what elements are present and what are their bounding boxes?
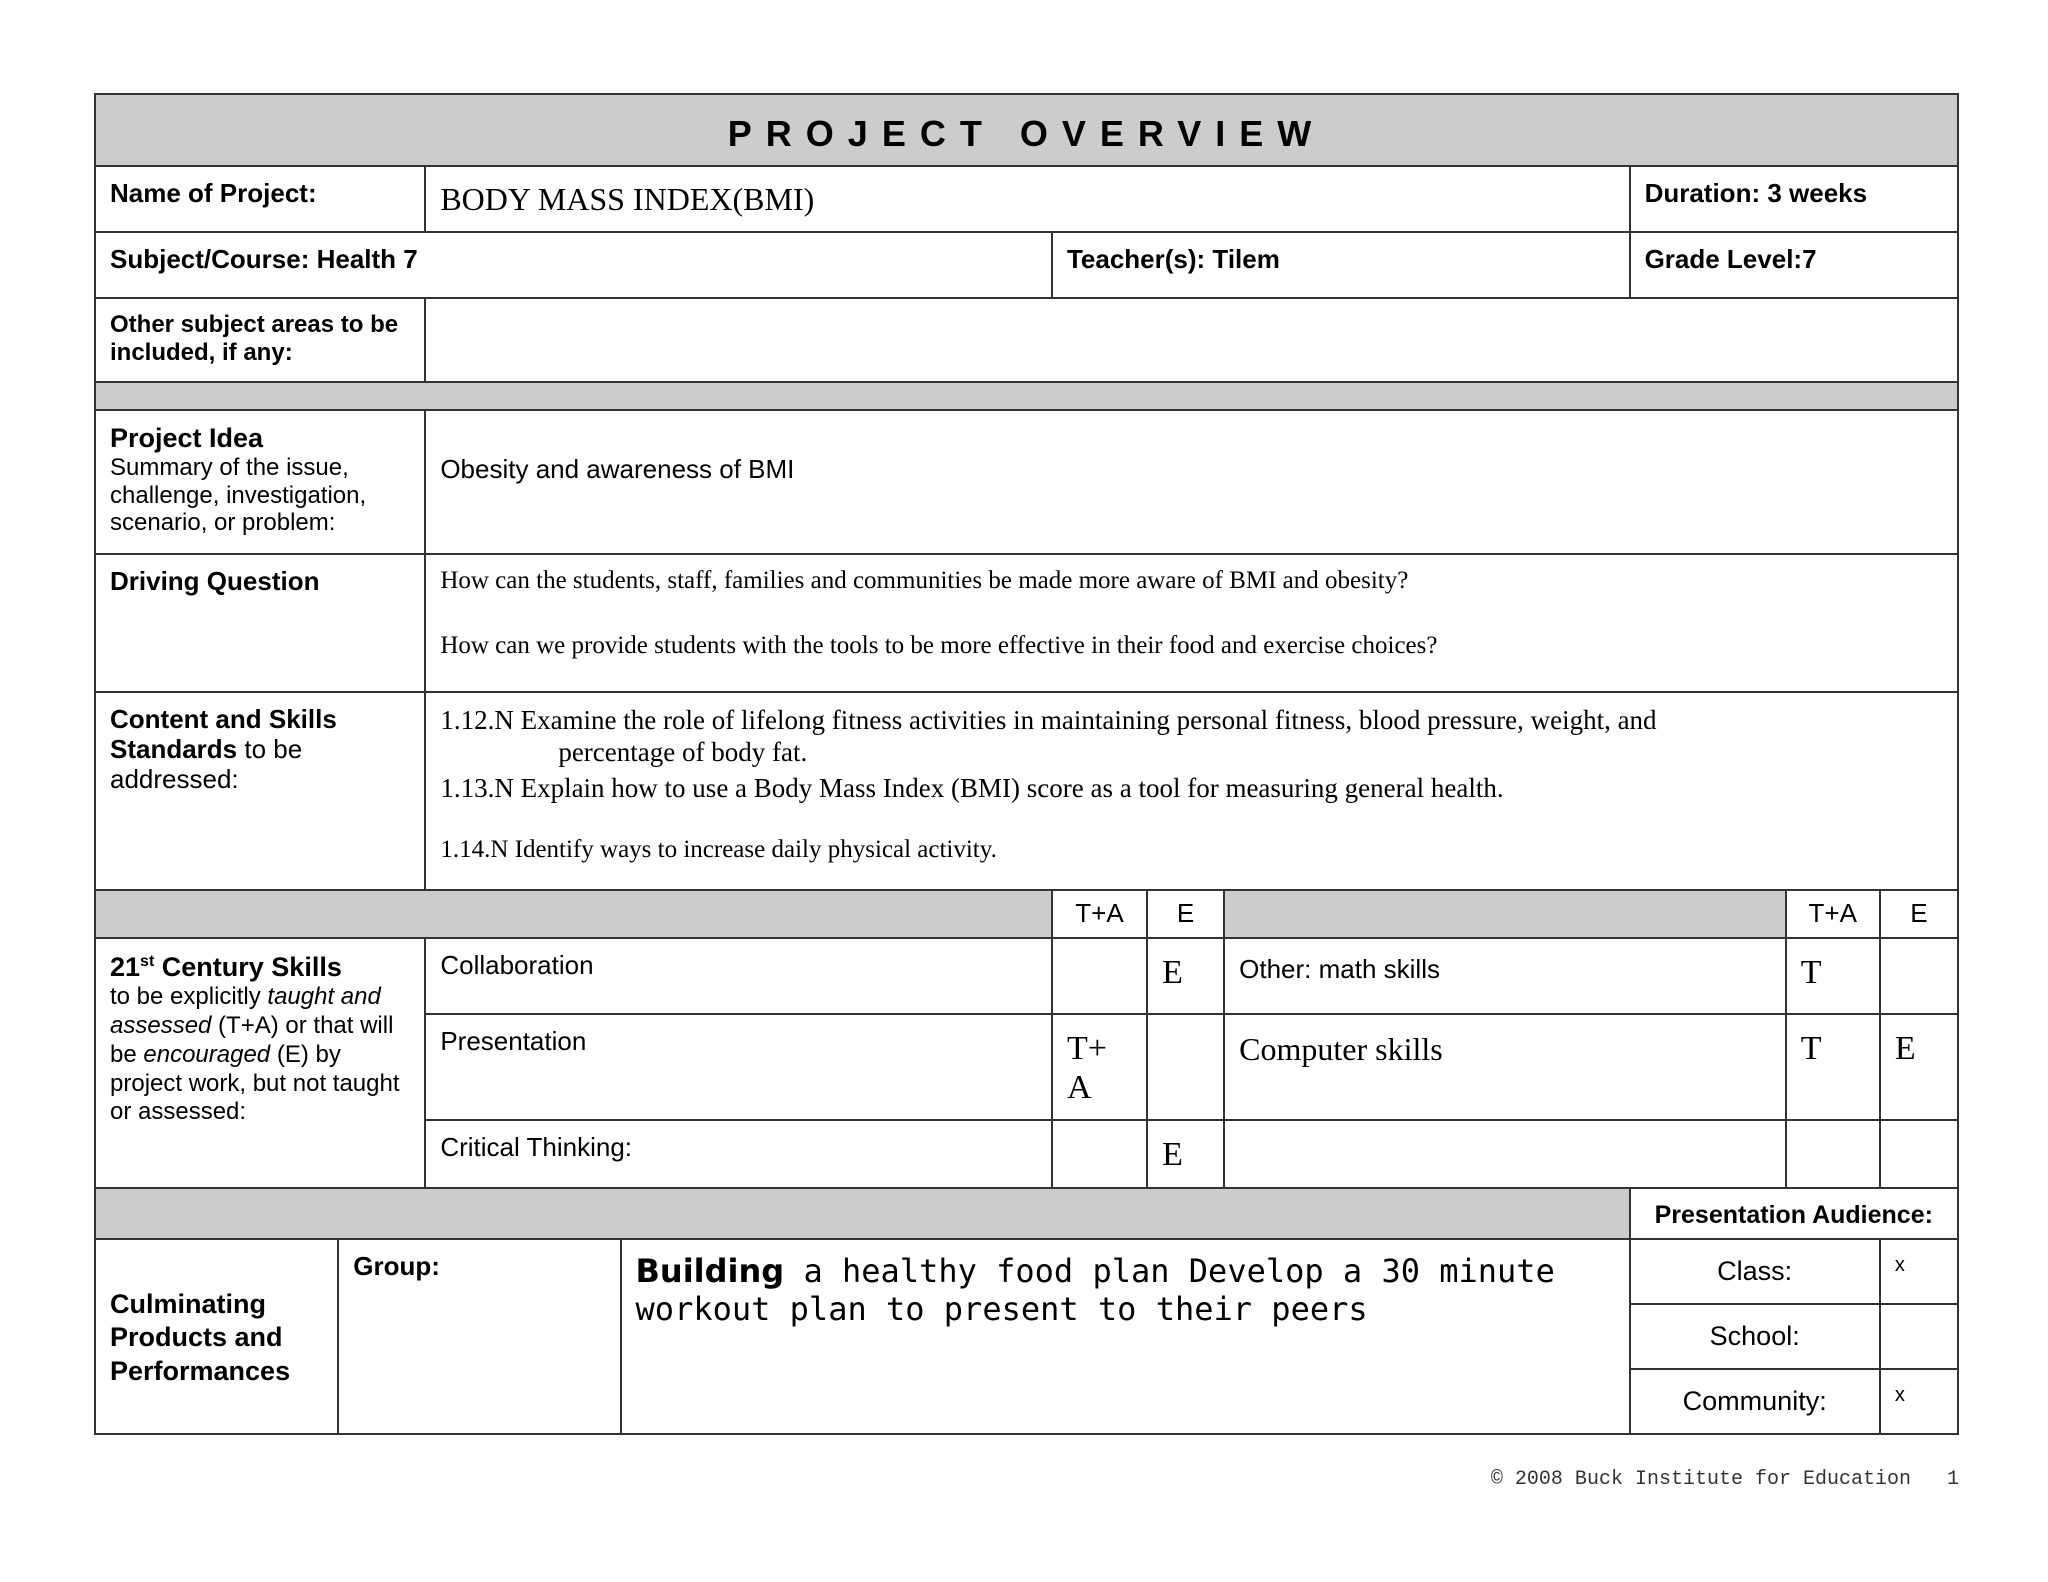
skills-header-right [1224,890,1786,938]
group-label: Group: [338,1239,620,1434]
project-idea-label-cell [95,410,425,554]
skill-collaboration-ta [1052,938,1147,1014]
driving-question-1: How can the students, staff, families and communities be made more aware of BMI and obesity? [440,567,1409,594]
standards-label [95,692,425,890]
century-skills-description: to be explicitly taught and assessed (T+A) or that will be encouraged (E) by project work, but not taught or assessed: [110,983,400,1126]
skill-empty-ta [1786,1120,1880,1188]
copyright-footer: © 2008 Buck Institute for Education 1 [1490,1468,1959,1491]
teachers: Teacher(s): Tilem [1052,232,1630,298]
skill-critical-thinking-e: E [1147,1120,1224,1188]
century-skills-title: 21st Century Skills [110,951,342,982]
grade-level: Grade Level:7 [1630,232,1958,298]
col-e-right: E [1880,890,1958,938]
culminating-product-rest: a healthy food plan Develop a 30 minute workout plan to present to their peers [635,1251,1555,1329]
standard-1-14: 1.14.N Identify ways to increase daily physical activity. [440,835,997,863]
skill-computer: Computer skills [1224,1014,1786,1120]
skill-empty-e [1880,1120,1958,1188]
standard-1-12-line1: 1.12.N Examine the role of lifelong fitness activities in maintaining personal fitness, blood pressure, weight, and [440,705,1657,735]
standard-1-12-line2: percentage of body fat. [558,736,808,767]
project-name-value: BODY MASS INDEX(BMI) [425,166,1629,232]
audience-school: School: [1630,1304,1880,1369]
subject-course: Subject/Course: Health 7 [95,232,1052,298]
project-idea-sublabel: Summary of the issue, challenge, investigation, scenario, or problem: [110,454,367,537]
skills-header-left [95,890,1052,938]
standards-label-rest: to be addressed: [110,733,303,794]
culminating-product-bold: Building [635,1251,785,1290]
skill-math-ta: T [1786,938,1880,1014]
skill-presentation-ta: T+ A [1052,1014,1147,1120]
skill-empty [1224,1120,1786,1188]
presentation-audience-label: Presentation Audience: [1630,1188,1958,1239]
skill-critical-thinking: Critical Thinking: [425,1120,1052,1188]
culminating-header-bar [95,1188,1630,1239]
skill-math: Other: math skills [1224,938,1786,1014]
col-e-left: E [1147,890,1224,938]
driving-question-2: How can we provide students with the tools to be more effective in their food and exercise choices? [440,631,1438,659]
skill-collaboration-e: E [1147,938,1224,1014]
page-title: PROJECT OVERVIEW [95,94,1958,166]
driving-question-cell [425,554,1958,692]
project-idea-label: Project Idea [110,423,264,453]
driving-question-label: Driving Question [95,554,425,692]
standards-label-bold: Content and Skills Standards [110,704,337,764]
audience-community-mark: x [1880,1369,1958,1434]
standard-1-13: 1.13.N Explain how to use a Body Mass Index (BMI) score as a tool for measuring general health. [440,772,1504,803]
century-skills-label [95,938,425,1188]
audience-class: Class: [1630,1239,1880,1304]
project-name-label: Name of Project: [95,166,425,232]
culminating-product [621,1239,1630,1434]
skill-collaboration: Collaboration [425,938,1052,1014]
skill-presentation: Presentation [425,1014,1052,1120]
audience-school-mark [1880,1304,1958,1369]
project-idea-value: Obesity and awareness of BMI [425,410,1958,554]
standard-1-12 [440,705,1943,769]
culminating-label: Culminating Products and Performances [95,1239,338,1434]
skill-presentation-e [1147,1014,1224,1120]
col-ta-left: T+A [1052,890,1147,938]
other-subjects-value [425,298,1958,382]
skill-math-e [1880,938,1958,1014]
duration: Duration: 3 weeks [1630,166,1958,232]
other-subjects-label: Other subject areas to be included, if any: [95,298,425,382]
audience-class-mark: x [1880,1239,1958,1304]
skill-critical-thinking-ta [1052,1120,1147,1188]
project-overview-form [94,93,1959,1435]
skill-computer-ta: T [1786,1014,1880,1120]
section-divider [95,382,1958,410]
audience-community: Community: [1630,1369,1880,1434]
col-ta-right: T+A [1786,890,1880,938]
overview-table [94,93,1959,1435]
standards-list [425,692,1958,890]
skill-computer-e: E [1880,1014,1958,1120]
